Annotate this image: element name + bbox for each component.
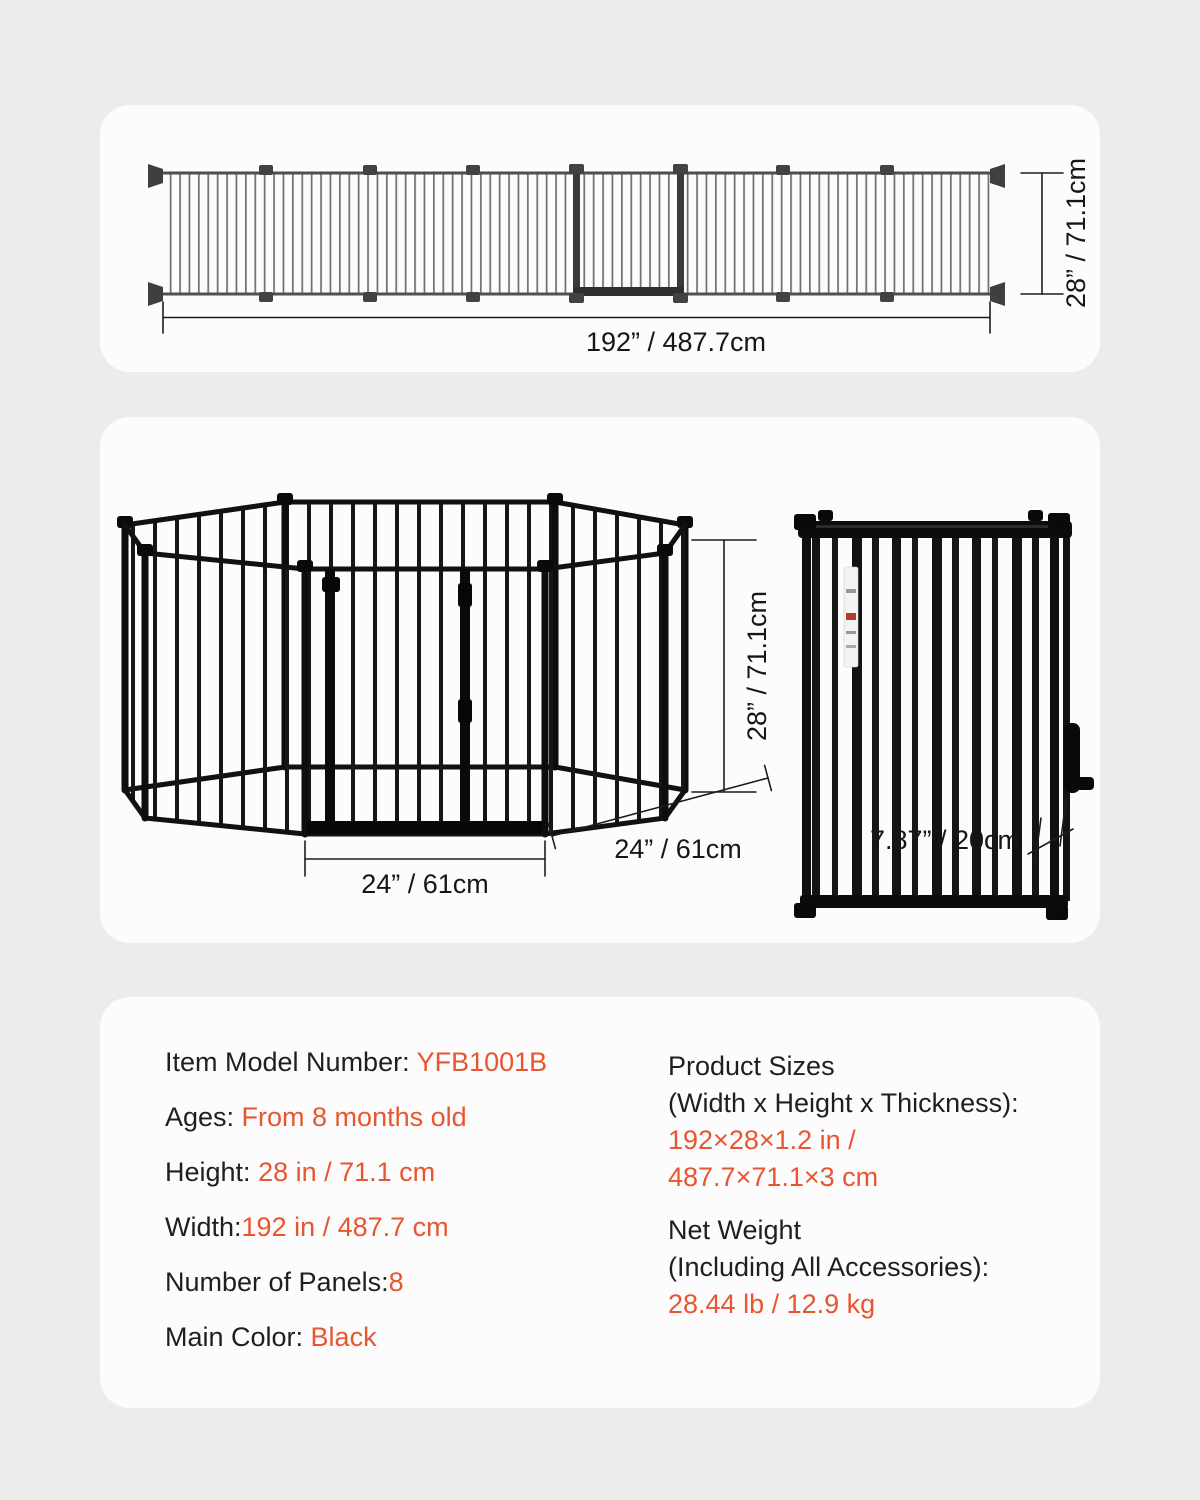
latch-handle	[1064, 723, 1094, 793]
folded-thickness-label: 7.87” / 20cm	[869, 825, 1021, 855]
octagon-diagram	[100, 417, 1100, 943]
spec-row-ages	[165, 1103, 547, 1132]
flat-width-dimension	[163, 302, 990, 357]
net-weight-subtitle: (Including All Accessories):	[668, 1252, 990, 1282]
product-sizes-value-inches: 192×28×1.2 in /	[668, 1125, 856, 1155]
spec-value: YFB1001B	[416, 1047, 548, 1077]
specs-left-column	[165, 1048, 547, 1378]
product-sizes-title: Product Sizes	[668, 1051, 835, 1081]
spec-row-height	[165, 1158, 547, 1187]
flat-height-dimension	[1021, 158, 1091, 308]
spec-value: From 8 months old	[241, 1102, 467, 1132]
safety-label	[844, 567, 858, 667]
octagon-front-width-dimension	[305, 841, 545, 899]
spec-value: Black	[310, 1322, 377, 1352]
flat-width-label: 192” / 487.7cm	[585, 327, 767, 357]
product-sizes-block	[668, 1048, 1068, 1196]
spec-label: Main Color:	[165, 1322, 311, 1352]
octagon-playpen-drawing	[117, 493, 693, 834]
octagon-height-dimension	[692, 540, 772, 792]
net-weight-value: 28.44 lb / 12.9 kg	[668, 1289, 876, 1319]
spec-label: Height:	[165, 1157, 259, 1187]
flat-height-label: 28” / 71.1cm	[1061, 157, 1091, 309]
flat-fence-diagram	[100, 105, 1100, 372]
spec-label: Width:	[165, 1212, 242, 1242]
spec-value: 192 in / 487.7 cm	[241, 1212, 449, 1242]
spec-label: Item Model Number:	[165, 1047, 417, 1077]
spec-row-main-color	[165, 1323, 547, 1352]
octagon-side-width-label: 24” / 61cm	[614, 834, 742, 864]
product-sizes-subtitle: (Width x Height x Thickness):	[668, 1088, 1019, 1118]
spec-row-model-number	[165, 1048, 547, 1077]
folded-stack-drawing	[794, 510, 1094, 920]
spec-value: 28 in / 71.1 cm	[258, 1157, 436, 1187]
net-weight-block	[668, 1212, 1068, 1323]
octagon-height-label: 28” / 71.1cm	[742, 590, 772, 742]
flat-fence-drawing	[148, 164, 1005, 306]
specs-right-column	[668, 1048, 1068, 1323]
spec-label: Ages:	[165, 1102, 242, 1132]
spec-label: Number of Panels:	[165, 1267, 389, 1297]
product-sizes-value-cm: 487.7×71.1×3 cm	[668, 1162, 879, 1192]
spec-value: 8	[388, 1267, 404, 1297]
octagon-layout-card	[100, 417, 1100, 943]
spec-row-width	[165, 1213, 547, 1242]
octagon-front-width-label: 24” / 61cm	[361, 869, 489, 899]
net-weight-title: Net Weight	[668, 1215, 802, 1245]
flat-layout-card	[100, 105, 1100, 372]
specifications-card	[100, 997, 1100, 1408]
spec-row-number-of-panels	[165, 1268, 547, 1297]
